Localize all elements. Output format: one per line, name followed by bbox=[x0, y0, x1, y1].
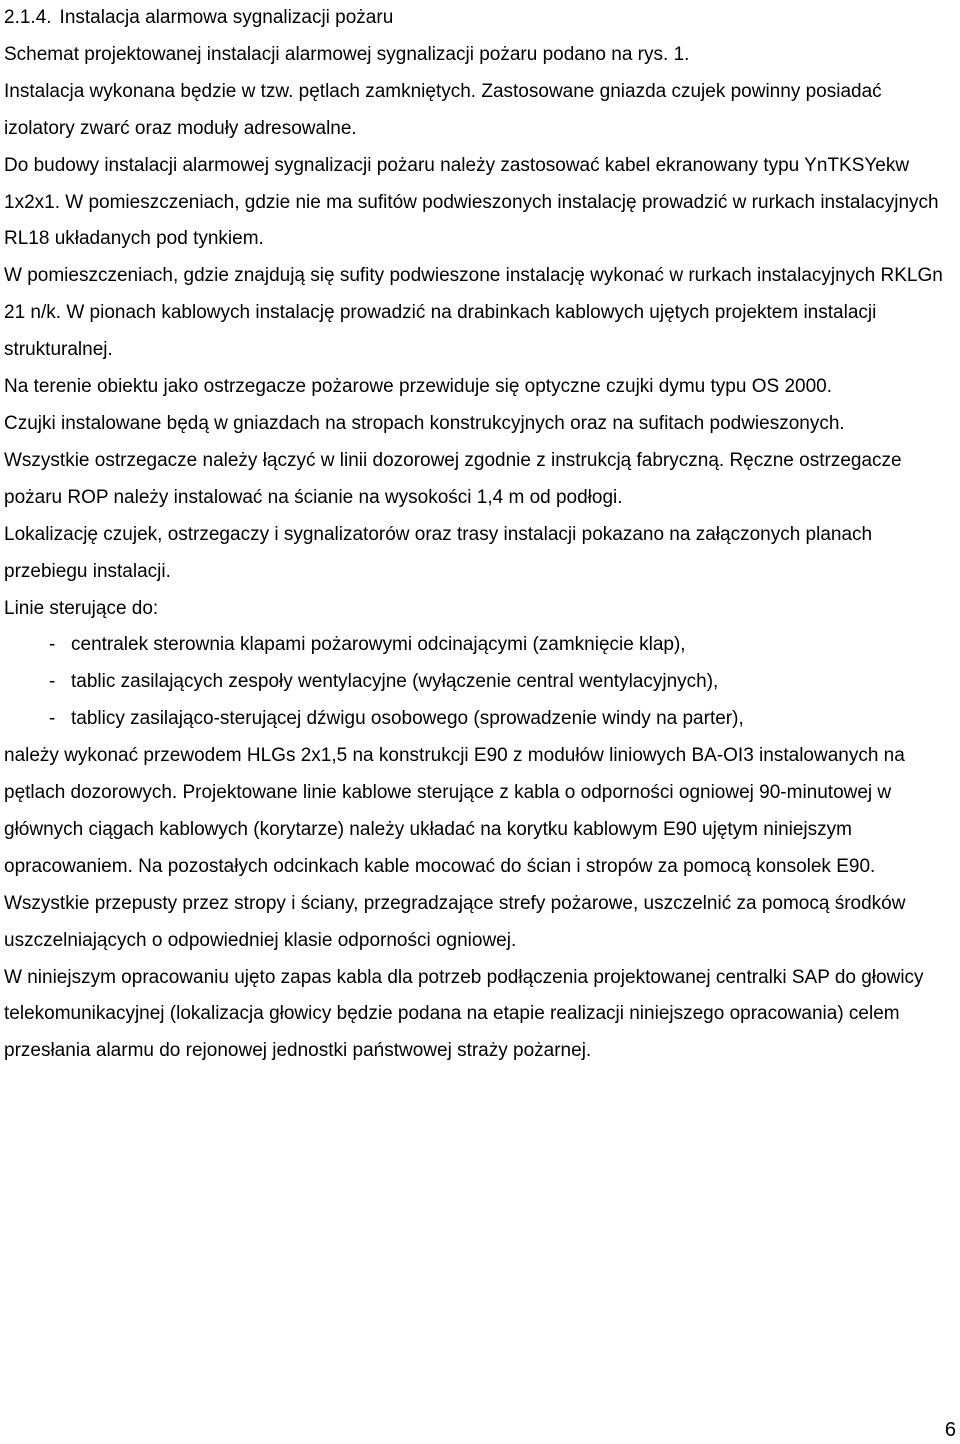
paragraph-control-lines-intro: Linie sterujące do: bbox=[4, 597, 159, 619]
list-item bbox=[4, 627, 954, 664]
section-title: Instalacja alarmowa sygnalizacji pożaru bbox=[59, 7, 394, 28]
list-dash: - bbox=[49, 708, 56, 730]
paragraph-scheme: Schemat projektowanej instalacji alarmowej sygnalizacji pożaru podano na rys. 1. bbox=[4, 43, 690, 65]
paragraph-fire-sealing: Wszystkie przepusty przez stropy i ściany, przegradzające strefy pożarowe, uszczelnić za pomocą środków uszczelniających o odpowiedniej klasie odporności ogniowej. bbox=[4, 892, 906, 951]
paragraph-control-cables: należy wykonać przewodem HLGs 2x1,5 na konstrukcji E90 z modułów liniowych BA-OI3 instalowanych na pętlach dozorowych. Projektowane linie kablowe sterujące z kabla o odporności ogniowej 90-minutowej w głównych ciągach kablowych (korytarze) należy układać na korytku kablowym E90 ujętym niniejszym opracowaniem. Na pozostałych odcinkach kable mocować do ścian i stropów za pomocą konsolek E90. bbox=[4, 745, 905, 877]
list-item bbox=[4, 701, 954, 738]
document-body bbox=[4, 0, 954, 1070]
section-heading bbox=[4, 0, 954, 37]
paragraph-suspended-ceilings: W pomieszczeniach, gdzie znajdują się sufity podwieszone instalację wykonać w rurkach instalacyjnych RKLGn 21 n/k. W pionach kablowych instalację prowadzić na drabinkach kablowych ujętych projektem instalacji strukturalnej. bbox=[4, 265, 943, 361]
paragraph-closed-loops: Instalacja wykonana będzie w tzw. pętlach zamkniętych. Zastosowane gniazda czujek powinny posiadać izolatory zwarć oraz moduły adresowalne. bbox=[4, 80, 882, 139]
control-lines-list bbox=[4, 627, 954, 738]
paragraph-detector-mounting: Czujki instalowane będą w gniazdach na stropach konstrukcyjnych oraz na sufitach podwieszonych. bbox=[4, 412, 845, 434]
list-item-text: tablic zasilających zespoły wentylacyjne (wyłączenie central wentylacyjnych), bbox=[71, 671, 719, 693]
page-number: 6 bbox=[944, 1419, 956, 1441]
paragraph-location-plans: Lokalizację czujek, ostrzegaczy i sygnalizatorów oraz trasy instalacji pokazano na załączonych planach przebiegu instalacji. bbox=[4, 523, 873, 582]
list-item-text: tablicy zasilająco-sterującej dźwigu osobowego (sprowadzenie windy na parter), bbox=[71, 708, 744, 730]
list-dash: - bbox=[49, 671, 56, 693]
paragraph-cable-type: Do budowy instalacji alarmowej sygnalizacji pożaru należy zastosować kabel ekranowany typu YnTKSYekw 1x2x1. W pomieszczeniach, gdzie nie ma sufitów podwieszonych instalację prowadzić w rurkach instalacyjnych RL18 układanych pod tynkiem. bbox=[4, 154, 939, 250]
list-dash: - bbox=[49, 634, 56, 656]
paragraph-smoke-detectors: Na terenie obiektu jako ostrzegacze pożarowe przewiduje się optyczne czujki dymu typu OS 2000. bbox=[4, 376, 832, 398]
list-item-text: centralek sterownia klapami pożarowymi odcinającymi (zamknięcie klap), bbox=[71, 634, 686, 656]
list-item bbox=[4, 664, 954, 701]
paragraph-cable-reserve: W niniejszym opracowaniu ujęto zapas kabla dla potrzeb podłączenia projektowanej centralki SAP do głowicy telekomunikacyjnej (lokalizacja głowicy będzie podana na etapie realizacji niniejszego opracowania) celem przesłania alarmu do rejonowej jednostki państwowej straży pożarnej. bbox=[4, 966, 924, 1062]
section-number: 2.1.4. bbox=[4, 7, 52, 28]
paragraph-manual-call-points: Wszystkie ostrzegacze należy łączyć w linii dozorowej zgodnie z instrukcją fabryczną. Ręczne ostrzegacze pożaru ROP należy instalować na ścianie na wysokości 1,4 m od podłogi. bbox=[4, 449, 902, 508]
